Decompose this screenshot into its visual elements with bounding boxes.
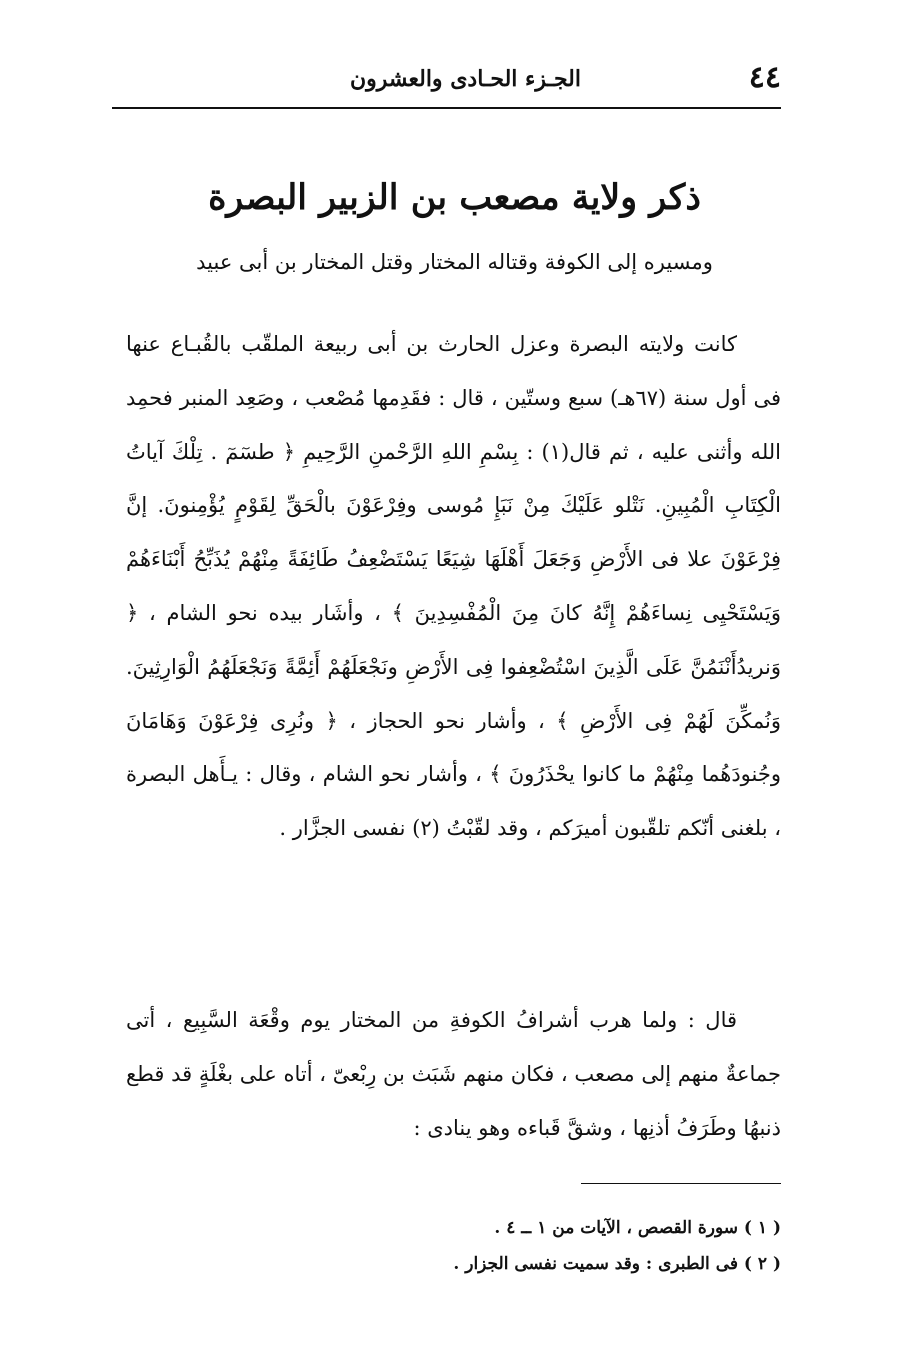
header-divider — [112, 107, 781, 109]
body-text — [126, 318, 781, 856]
chapter-subtitle: ومسيره إلى الكوفة وقتاله المختار وقتل المختار بن أبى عبيد — [196, 250, 713, 274]
paragraph-1: كانت ولايته البصرة وعزل الحارث بن أبى ربيعة الملقّب بالقُبـاع عنها فى أول سنة (٦٧هـ) سبع وستّين ، قال : فقَدِمها مُصْعب ، وصَعِد المنبر فحمِد الله وأثنى عليه ، ثم قال(١) : بِسْمِ اللهِ الرَّحْمنِ الرَّحِيمِ ﴿ طسٓمٓ . تِلْكَ آياتُ الْكِتَابِ الْمُبِينِ. نَتْلو عَلَيْكَ مِنْ نَبَإِ مُوسى وفِرْعَوْنَ بالْحَقِّ لِقَوْمٍ يُؤْمِنونَ. إنَّ فِرْعَوْنَ علا فى الأَرْضِ وَجَعَلَ أَهْلَهَا شِيَعًا يَسْتَضْعِفُ طَائِفَةً مِنْهُمْ يُذَبِّحُ أَبْنَاءَهُمْ وَيَسْتَحْيِى نِساءَهُمْ إِنَّهُ كانَ مِنَ الْمُفْسِدِينَ ﴾ ، وأشَار بيده نحو الشام ، ﴿ وَنريدُأَنْنَمُنَّ عَلَى الَّذِينَ اسْتُضْعِفوا فِى الأَرْضِ ونَجْعَلَهُمْ أَئِمَّةً وَنَجْعَلَهُمُ الْوَارِثِينَ. وَنُمكِّنَ لَهُمْ فِى الأَرْضِ ﴾ ، وأشار نحو الحجاز ، ﴿ ونُرِى فِرْعَوْنَ وَهَامَانَ وجُنودَهُما مِنْهُمْ ما كانوا يحْذَرُونَ ﴾ ، وأشار نحو الشام ، وقال : يـأَهل البصرة ، بلغنى أنّكم تلقّبون أميرَكم ، وقد لقّبْتُ (٢) نفسى الجزَّار . — [126, 332, 782, 841]
footnote-divider — [581, 1183, 781, 1184]
footnotes — [200, 1210, 781, 1282]
running-header-title: الجـزء الحـادى والعشرون — [349, 66, 581, 92]
page-number: ٤٤ — [748, 60, 781, 95]
running-header — [112, 58, 781, 102]
footnote-1: ( ١ ) سورة القصص ، الآيات من ١ ــ ٤ . — [494, 1218, 781, 1238]
paragraph-2: قال : ولما هرب أشرافُ الكوفةِ من المختار يوم وقْعَة السَّبِيع ، أتى جماعةٌ منهم إلى مصعب ، فكان منهم شَبَث بن رِبْعىّ ، أتاه على بغْلَةٍ قد قطع ذنبهُا وطَرَفُ أذنِها ، وشقَّ قَباءه وهو ينادى : — [126, 1008, 781, 1140]
chapter-title: ذكر ولاية مصعب بن الزبير البصرة — [208, 177, 701, 218]
footnote-2: ( ٢ ) فى الطبرى : وقد سميت نفسى الجزار . — [453, 1254, 781, 1274]
